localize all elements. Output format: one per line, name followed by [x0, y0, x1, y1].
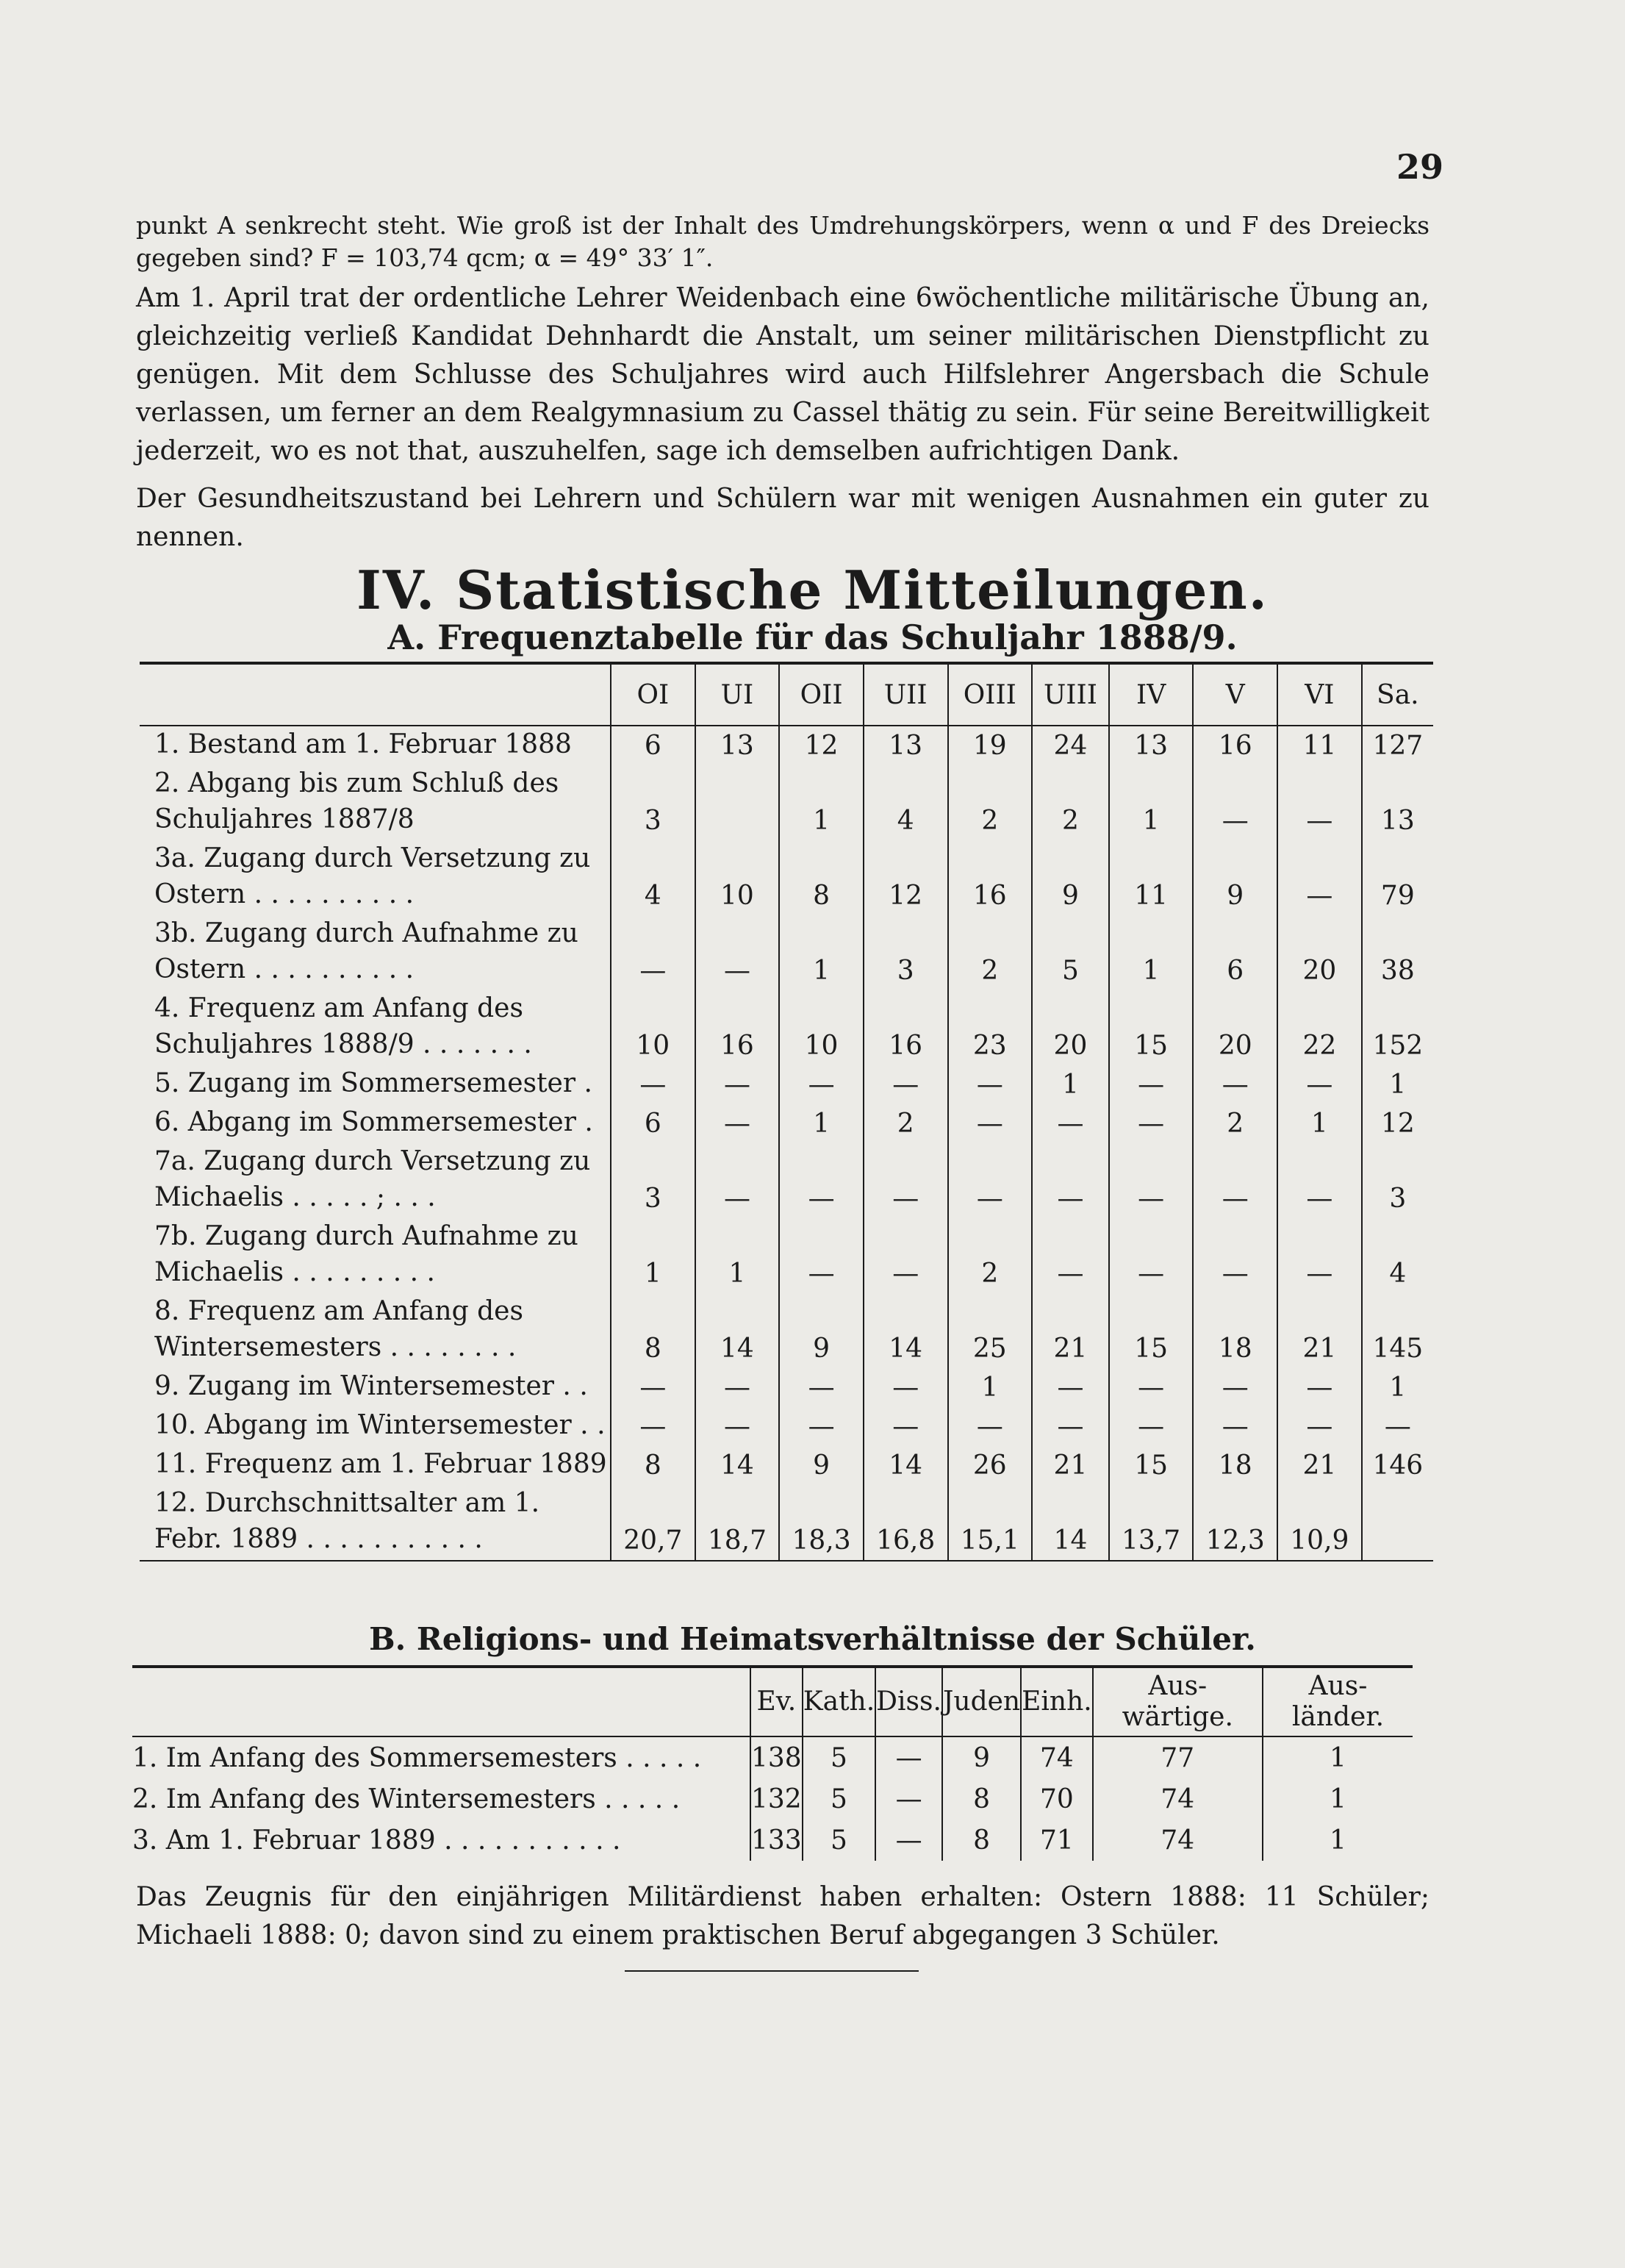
cell-value: 14 — [695, 1293, 780, 1368]
cell-value: — — [1277, 1368, 1362, 1407]
cell-value: 20 — [1277, 915, 1362, 990]
cell-value: 74 — [1093, 1820, 1263, 1861]
cell-value: — — [1277, 765, 1362, 840]
cell-value: 21 — [1032, 1446, 1109, 1485]
paragraph-military-certificates: Das Zeugnis für den einjährigen Militärdienst haben erhalten: Ostern 1888: 11 Schüler; Michaeli 1888: 0; davon sind zu einem praktischen Beruf abgegangen 3 Schüler. — [136, 1882, 1430, 1950]
cell-value: 10 — [779, 990, 864, 1065]
cell-value: 26 — [948, 1446, 1033, 1485]
cell-value: 79 — [1362, 840, 1433, 915]
cell-value: 12,3 — [1193, 1485, 1277, 1561]
cell-value: 152 — [1362, 990, 1433, 1065]
row-label: 4. Frequenz am Anfang des Schuljahres 1888/9 . . . . . . . — [154, 993, 532, 1059]
cell-value: 16 — [1193, 726, 1277, 765]
cell-value: — — [1277, 1407, 1362, 1446]
cell-value: 25 — [948, 1293, 1033, 1368]
cell-value: 13 — [695, 726, 780, 765]
cell-value: 4 — [1362, 1218, 1433, 1293]
cell-value: 16,8 — [864, 1485, 948, 1561]
cell-value: — — [1362, 1407, 1433, 1446]
cell-value: 23 — [948, 990, 1033, 1065]
cell-value: — — [1193, 765, 1277, 840]
cell-value — [695, 765, 780, 840]
cell-value: 1 — [1109, 765, 1194, 840]
cell-value: 3 — [864, 915, 948, 990]
cell-value: 145 — [1362, 1293, 1433, 1368]
cell-value: 8 — [942, 1820, 1021, 1861]
cell-value: — — [1277, 1143, 1362, 1218]
table-a-title: A. Frequenztabelle für das Schuljahr 1888/9. — [387, 618, 1238, 657]
cell-value: 12 — [864, 840, 948, 915]
table-row — [140, 1218, 1433, 1293]
row-label: 10. Abgang im Wintersemester . . — [154, 1410, 606, 1440]
cell-value: 2 — [948, 1218, 1033, 1293]
cell-value: — — [948, 1104, 1033, 1143]
cell-value: 13 — [1109, 726, 1194, 765]
page-number: 29 — [1396, 147, 1444, 187]
cell-value: 5 — [803, 1736, 875, 1778]
cell-value: 22 — [1277, 990, 1362, 1065]
cell-value: 146 — [1362, 1446, 1433, 1485]
paragraph-health: Der Gesundheitszustand bei Lehrern und Schülern war mit wenigen Ausnahmen ein guter zu nennen. — [136, 484, 1430, 552]
row-label: 8. Frequenz am Anfang des Wintersemesters . . . . . . . . — [154, 1296, 523, 1362]
cell-value: 6 — [611, 1104, 695, 1143]
cell-value: — — [1109, 1104, 1194, 1143]
cell-value: — — [695, 1104, 780, 1143]
col-header: V — [1193, 665, 1277, 726]
cell-value: 8 — [611, 1446, 695, 1485]
cell-value: 15 — [1109, 1446, 1194, 1485]
table-row — [132, 1736, 1413, 1778]
col-header: Aus-wärtige. — [1093, 1668, 1263, 1736]
cell-value: — — [1193, 1218, 1277, 1293]
cell-value: — — [1032, 1368, 1109, 1407]
table-row — [140, 840, 1433, 915]
cell-value: 2 — [948, 915, 1033, 990]
cell-value: 20 — [1193, 990, 1277, 1065]
paragraph-problem-end: punkt A senkrecht steht. Wie groß ist der Inhalt des Umdrehungskörpers, wenn α und F des Dreiecks gegeben sind? F = 103,74 qcm; α = 49° 33′ 1″. — [136, 211, 1430, 272]
cell-value: 2 — [1193, 1104, 1277, 1143]
cell-value: 8 — [942, 1778, 1021, 1820]
cell-value: — — [611, 915, 695, 990]
cell-value: 9 — [779, 1293, 864, 1368]
cell-value: 8 — [779, 840, 864, 915]
cell-value: 9 — [779, 1446, 864, 1485]
cell-value: 13 — [1362, 765, 1433, 840]
col-header: Sa. — [1362, 665, 1433, 726]
cell-value: 5 — [803, 1778, 875, 1820]
cell-value: 14 — [864, 1446, 948, 1485]
cell-value: — — [1109, 1407, 1194, 1446]
cell-value: 77 — [1093, 1736, 1263, 1778]
cell-value: — — [948, 1407, 1033, 1446]
cell-value: 38 — [1362, 915, 1433, 990]
table-row — [140, 1143, 1433, 1218]
cell-value: — — [779, 1407, 864, 1446]
table-row — [140, 1293, 1433, 1368]
cell-value: 11 — [1109, 840, 1194, 915]
cell-value: 132 — [750, 1778, 803, 1820]
cell-value: 8 — [611, 1293, 695, 1368]
table-row — [140, 915, 1433, 990]
cell-value: 1 — [611, 1218, 695, 1293]
cell-value: 1 — [1263, 1778, 1413, 1820]
cell-value: — — [1109, 1218, 1194, 1293]
cell-value: 2 — [948, 765, 1033, 840]
cell-value: 11 — [1277, 726, 1362, 765]
frequency-table — [140, 662, 1433, 1581]
table-row — [140, 765, 1433, 840]
col-header: VI — [1277, 665, 1362, 726]
col-header: OII — [779, 665, 864, 726]
cell-value: 14 — [1032, 1485, 1109, 1561]
cell-value: 127 — [1362, 726, 1433, 765]
col-header: OI — [611, 665, 695, 726]
row-label: 3. Am 1. Februar 1889 . . . . . . . . . . . — [132, 1825, 621, 1856]
paragraph-staff-changes: Am 1. April trat der ordentliche Lehrer Weidenbach eine 6wöchentliche militärische Übung an, gleichzeitig verließ Kandidat Dehnhardt die Anstalt, um seiner militärischen Dienstpflicht zu genügen. Mit dem Schlusse des Schuljahres wird auch Hilfslehrer Angersbach die Schule verlassen, um ferner an dem Realgymnasium zu Cassel thätig zu sein. Für seine Bereitwilligkeit jederzeit, wo es not that, auszuhelfen, sage ich demselben aufrichtigen Dank. — [136, 283, 1430, 466]
table-row — [140, 1407, 1433, 1446]
col-header: Aus-länder. — [1263, 1668, 1413, 1736]
cell-value: 70 — [1021, 1778, 1093, 1820]
table-a-header-row — [140, 665, 1433, 726]
cell-value: 21 — [1277, 1293, 1362, 1368]
cell-value: — — [1193, 1407, 1277, 1446]
cell-value: 21 — [1277, 1446, 1362, 1485]
cell-value: 138 — [750, 1736, 803, 1778]
row-label: 6. Abgang im Sommersemester . — [154, 1107, 593, 1137]
table-b-corner — [132, 1668, 750, 1736]
cell-value: 3 — [611, 1143, 695, 1218]
cell-value: 1 — [779, 1104, 864, 1143]
cell-value: — — [1032, 1218, 1109, 1293]
cell-value: 3 — [611, 765, 695, 840]
cell-value: — — [1109, 1143, 1194, 1218]
table-row — [132, 1820, 1413, 1861]
cell-value: 1 — [1277, 1104, 1362, 1143]
cell-value: 13,7 — [1109, 1485, 1194, 1561]
cell-value: — — [695, 1065, 780, 1104]
cell-value: — — [695, 1143, 780, 1218]
col-header: Ev. — [750, 1668, 803, 1736]
row-label: 1. Im Anfang des Sommersemesters . . . . . — [132, 1742, 702, 1773]
cell-value: — — [875, 1736, 942, 1778]
col-header: Diss. — [875, 1668, 942, 1736]
table-a-corner — [140, 665, 611, 726]
row-label: 3b. Zugang durch Aufnahme zu Ostern . . . . . . . . . . — [154, 918, 578, 984]
cell-value: 1 — [1109, 915, 1194, 990]
cell-value: 9 — [942, 1736, 1021, 1778]
cell-value: — — [864, 1065, 948, 1104]
cell-value: 15 — [1109, 990, 1194, 1065]
table-row — [140, 1104, 1433, 1143]
cell-value: 4 — [611, 840, 695, 915]
cell-value: — — [1109, 1368, 1194, 1407]
row-label: 9. Zugang im Wintersemester . . — [154, 1371, 588, 1401]
col-header: UIII — [1032, 665, 1109, 726]
cell-value: — — [1032, 1104, 1109, 1143]
cell-value: — — [779, 1065, 864, 1104]
cell-value: 1 — [948, 1368, 1033, 1407]
cell-value: 18 — [1193, 1446, 1277, 1485]
cell-value: — — [864, 1143, 948, 1218]
cell-value: 1 — [695, 1218, 780, 1293]
cell-value: — — [779, 1218, 864, 1293]
cell-value: 20 — [1032, 990, 1109, 1065]
cell-value: 2 — [864, 1104, 948, 1143]
table-b-title: B. Religions- und Heimatsverhältnisse der Schüler. — [369, 1621, 1256, 1657]
table-row — [140, 1368, 1433, 1407]
row-label: 11. Frequenz am 1. Februar 1889 — [154, 1449, 607, 1479]
cell-value: 74 — [1021, 1736, 1093, 1778]
cell-value: 133 — [750, 1820, 803, 1861]
cell-value: — — [864, 1368, 948, 1407]
cell-value: 21 — [1032, 1293, 1109, 1368]
row-label: 2. Abgang bis zum Schluß des Schuljahres 1887/8 — [154, 768, 559, 834]
cell-value: 9 — [1193, 840, 1277, 915]
cell-value: — — [864, 1407, 948, 1446]
cell-value: 5 — [1032, 915, 1109, 990]
row-label: 5. Zugang im Sommersemester . — [154, 1068, 592, 1098]
row-label: 2. Im Anfang des Wintersemesters . . . . . — [132, 1784, 681, 1814]
cell-value: — — [948, 1143, 1033, 1218]
cell-value: 24 — [1032, 726, 1109, 765]
cell-value: — — [1032, 1143, 1109, 1218]
cell-value: — — [1193, 1065, 1277, 1104]
cell-value: — — [695, 915, 780, 990]
table-row — [140, 990, 1433, 1065]
col-header: IV — [1109, 665, 1194, 726]
table-row — [140, 1446, 1433, 1485]
col-header: Kath. — [803, 1668, 875, 1736]
cell-value: 1 — [1263, 1736, 1413, 1778]
row-label: 3a. Zugang durch Versetzung zu Ostern . . . . . . . . . . — [154, 843, 591, 909]
cell-value: 16 — [695, 990, 780, 1065]
cell-value: — — [695, 1407, 780, 1446]
footer-rule — [625, 1970, 919, 1972]
col-header: OIII — [948, 665, 1033, 726]
cell-value: 1 — [1263, 1820, 1413, 1861]
cell-value: 1 — [1362, 1368, 1433, 1407]
cell-value: 15 — [1109, 1293, 1194, 1368]
cell-value: — — [611, 1065, 695, 1104]
cell-value: 12 — [779, 726, 864, 765]
table-row — [140, 1485, 1433, 1561]
row-label: 7b. Zugang durch Aufnahme zu Michaelis . . . . . . . . . — [154, 1221, 578, 1287]
cell-value: 16 — [864, 990, 948, 1065]
cell-value: 10 — [611, 990, 695, 1065]
cell-value: 3 — [1362, 1143, 1433, 1218]
cell-value: 1 — [1032, 1065, 1109, 1104]
cell-value: — — [1277, 1218, 1362, 1293]
row-label: 12. Durchschnittsalter am 1. Febr. 1889 . . . . . . . . . . . — [140, 1485, 611, 1561]
table-row — [140, 726, 1433, 765]
cell-value: 18,7 — [695, 1485, 780, 1561]
cell-value: 16 — [948, 840, 1033, 915]
cell-value: — — [611, 1407, 695, 1446]
cell-value: 19 — [948, 726, 1033, 765]
cell-value: 4 — [864, 765, 948, 840]
cell-value: 12 — [1362, 1104, 1433, 1143]
cell-value: — — [1193, 1143, 1277, 1218]
cell-value — [1362, 1485, 1433, 1561]
cell-value: 9 — [1032, 840, 1109, 915]
cell-value: 18 — [1193, 1293, 1277, 1368]
cell-value: 1 — [779, 915, 864, 990]
cell-value: 2 — [1032, 765, 1109, 840]
cell-value: 6 — [611, 726, 695, 765]
cell-value: 20,7 — [611, 1485, 695, 1561]
cell-value: 1 — [779, 765, 864, 840]
cell-value: — — [875, 1778, 942, 1820]
cell-value: 14 — [864, 1293, 948, 1368]
cell-value: — — [611, 1368, 695, 1407]
cell-value: — — [1277, 1065, 1362, 1104]
col-header: Einh. — [1021, 1668, 1093, 1736]
col-header: UI — [695, 665, 780, 726]
cell-value: 10,9 — [1277, 1485, 1362, 1561]
cell-value: — — [875, 1820, 942, 1861]
row-label: 1. Bestand am 1. Februar 1888 — [154, 729, 572, 759]
cell-value: 13 — [864, 726, 948, 765]
cell-value: — — [864, 1218, 948, 1293]
cell-value: — — [779, 1143, 864, 1218]
cell-value: — — [1109, 1065, 1194, 1104]
religion-table — [132, 1665, 1413, 1886]
table-row — [132, 1778, 1413, 1820]
cell-value: 15,1 — [948, 1485, 1033, 1561]
cell-value: 6 — [1193, 915, 1277, 990]
cell-value: 14 — [695, 1446, 780, 1485]
cell-value: — — [1193, 1368, 1277, 1407]
table-row — [140, 1065, 1433, 1104]
col-header: UII — [864, 665, 948, 726]
col-header: Juden — [942, 1668, 1021, 1736]
cell-value: 74 — [1093, 1778, 1263, 1820]
cell-value: — — [948, 1065, 1033, 1104]
cell-value: 10 — [695, 840, 780, 915]
row-label: 7a. Zugang durch Versetzung zu Michaelis . . . . . ; . . . — [154, 1146, 591, 1212]
cell-value: 18,3 — [779, 1485, 864, 1561]
cell-value: — — [695, 1368, 780, 1407]
table-b-header-row — [132, 1668, 1413, 1736]
section-title: IV. Statistische Mitteilungen. — [356, 559, 1269, 621]
cell-value: 1 — [1362, 1065, 1433, 1104]
cell-value: — — [1277, 840, 1362, 915]
cell-value: — — [779, 1368, 864, 1407]
cell-value: 5 — [803, 1820, 875, 1861]
cell-value: 71 — [1021, 1820, 1093, 1861]
cell-value: — — [1032, 1407, 1109, 1446]
